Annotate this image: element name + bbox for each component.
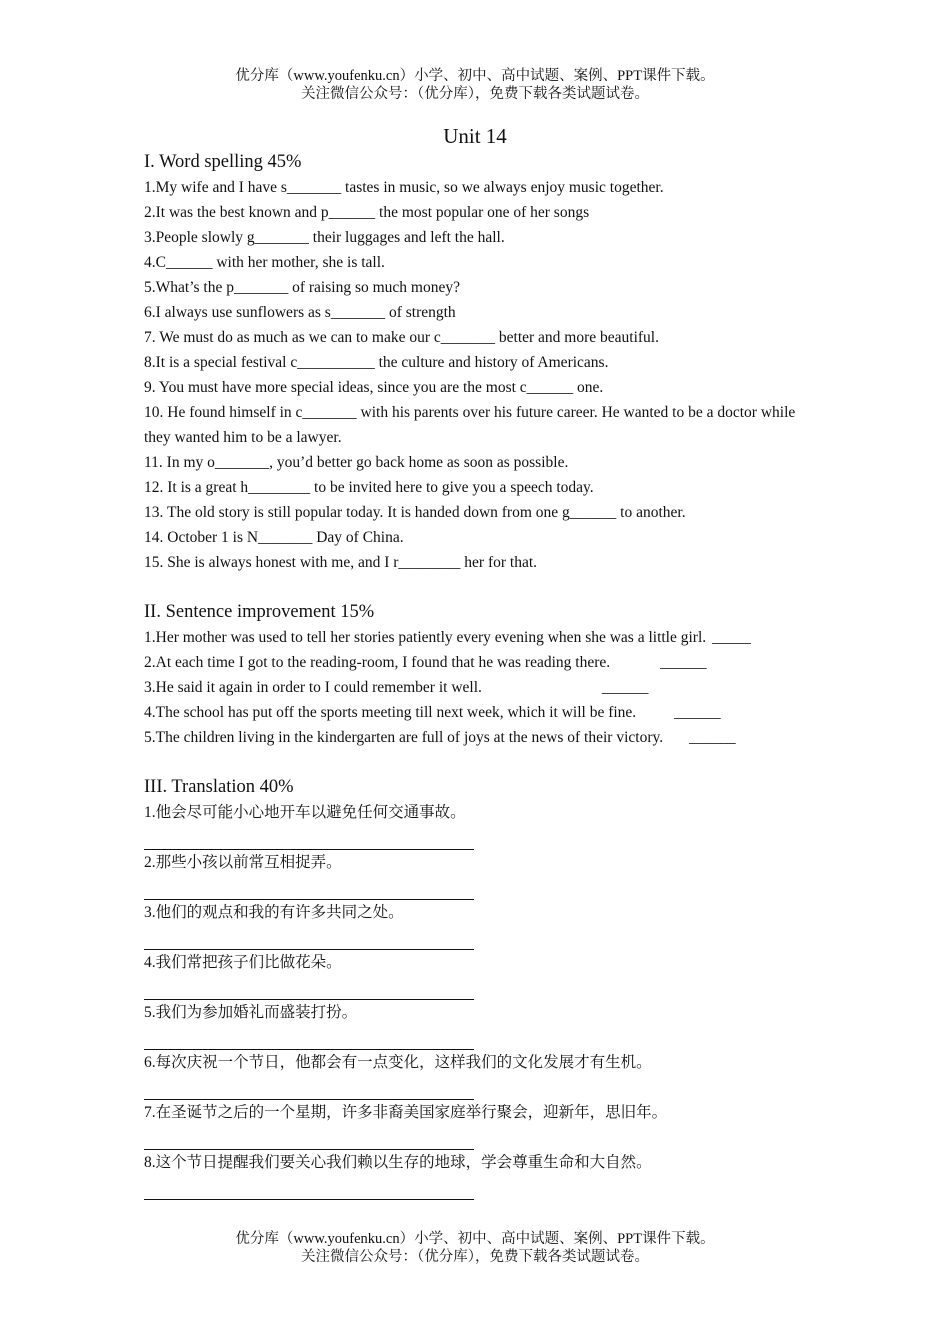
sentence-improvement-item bbox=[144, 650, 814, 675]
page-title: Unit 14 bbox=[443, 124, 507, 148]
word-spelling-item: 12. It is a great h________ to be invited here to give you a speech today. bbox=[144, 479, 594, 496]
translation-question: 8.这个节日提醒我们要关心我们赖以生存的地球，学会尊重生命和大自然。 bbox=[144, 1154, 652, 1171]
section-word-spelling-heading: I. Word spelling 45% bbox=[144, 152, 302, 172]
word-spelling-item: 9. You must have more special ideas, since you are the most c______ one. bbox=[144, 379, 604, 396]
word-spelling-list bbox=[144, 175, 814, 575]
word-spelling-item: 13. The old story is still popular today. It is handed down from one g______ to another. bbox=[144, 504, 686, 521]
sentence-improvement-item bbox=[144, 700, 814, 725]
translation-question: 5.我们为参加婚礼而盛装打扮。 bbox=[144, 1004, 358, 1021]
sentence-text: 4.The school has put off the sports meeting till next week, which it will be fine. bbox=[144, 704, 637, 721]
section-sentence-improvement-heading: II. Sentence improvement 15% bbox=[144, 602, 375, 622]
translation-question: 4.我们常把孩子们比做花朵。 bbox=[144, 954, 342, 971]
translation-answer-line[interactable] bbox=[144, 1075, 474, 1100]
sentence-improvement-item bbox=[144, 675, 814, 700]
footer-line-2: 关注微信公众号：（优分库），免费下载各类试题试卷。 bbox=[301, 1249, 649, 1265]
answer-blank[interactable]: ______ bbox=[689, 729, 736, 746]
translation-question: 3.他们的观点和我的有许多共同之处。 bbox=[144, 904, 404, 921]
answer-blank[interactable]: ______ bbox=[660, 654, 707, 671]
translation-question: 6.每次庆祝一个节日，他都会有一点变化，这样我们的文化发展才有生机。 bbox=[144, 1054, 652, 1071]
translation-answer-line[interactable] bbox=[144, 875, 474, 900]
sentence-text: 1.Her mother was used to tell her stories patiently every evening when she was a little girl. bbox=[144, 629, 707, 646]
translation-answer-line[interactable] bbox=[144, 925, 474, 950]
word-spelling-item: 3.People slowly g_______ their luggages and left the hall. bbox=[144, 229, 505, 246]
translation-answer-line[interactable] bbox=[144, 1175, 474, 1200]
sentence-text: 2.At each time I got to the reading-room, I found that he was reading there. bbox=[144, 654, 611, 671]
page-header bbox=[0, 67, 950, 103]
header-line-2: 关注微信公众号：（优分库），免费下载各类试题试卷。 bbox=[301, 86, 649, 102]
sentence-text: 5.The children living in the kindergarten are full of joys at the news of their victory. bbox=[144, 729, 664, 746]
answer-blank[interactable]: _____ bbox=[712, 629, 751, 646]
word-spelling-item: 4.C______ with her mother, she is tall. bbox=[144, 254, 385, 271]
translation-answer-line[interactable] bbox=[144, 1125, 474, 1150]
sentence-improvement-item bbox=[144, 625, 814, 650]
word-spelling-item: 6.I always use sunflowers as s_______ of strength bbox=[144, 304, 456, 321]
word-spelling-item: 1.My wife and I have s_______ tastes in music, so we always enjoy music together. bbox=[144, 179, 664, 196]
answer-blank[interactable]: ______ bbox=[601, 679, 649, 696]
word-spelling-item: 14. October 1 is N_______ Day of China. bbox=[144, 529, 404, 546]
translation-question: 7.在圣诞节之后的一个星期，许多非裔美国家庭举行聚会，迎新年，思旧年。 bbox=[144, 1104, 668, 1121]
sentence-improvement-item bbox=[144, 725, 814, 750]
word-spelling-item: 15. She is always honest with me, and I r________ her for that. bbox=[144, 554, 538, 571]
translation-list bbox=[144, 800, 814, 1200]
section-translation-heading: III. Translation 40% bbox=[144, 777, 294, 797]
page-footer bbox=[0, 1230, 950, 1266]
footer-line-1: 优分库（www.youfenku.cn）小学、初中、高中试题、案例、PPT课件下载。 bbox=[235, 1231, 715, 1247]
answer-blank[interactable]: ______ bbox=[674, 704, 721, 721]
translation-answer-line[interactable] bbox=[144, 825, 474, 850]
word-spelling-item: 10. He found himself in c_______ with his parents over his future career. He wanted to be a doctor while they wanted him to be a lawyer. bbox=[144, 404, 796, 446]
translation-question: 1.他会尽可能小心地开车以避免任何交通事故。 bbox=[144, 804, 466, 821]
worksheet-content bbox=[144, 150, 814, 1200]
word-spelling-item: 11. In my o_______, you’d better go back home as soon as possible. bbox=[144, 454, 569, 471]
sentence-text: 3.He said it again in order to I could remember it well. bbox=[144, 679, 482, 696]
word-spelling-item: 2.It was the best known and p______ the most popular one of her songs bbox=[144, 204, 590, 221]
word-spelling-item: 7. We must do as much as we can to make our c_______ better and more beautiful. bbox=[144, 329, 659, 346]
word-spelling-item: 8.It is a special festival c__________ the culture and history of Americans. bbox=[144, 354, 609, 371]
translation-answer-line[interactable] bbox=[144, 975, 474, 1000]
word-spelling-item: 5.What’s the p_______ of raising so much money? bbox=[144, 279, 460, 296]
sentence-improvement-list bbox=[144, 625, 814, 750]
translation-answer-line[interactable] bbox=[144, 1025, 474, 1050]
translation-question: 2.那些小孩以前常互相捉弄。 bbox=[144, 854, 342, 871]
header-line-1: 优分库（www.youfenku.cn）小学、初中、高中试题、案例、PPT课件下载。 bbox=[235, 68, 715, 84]
